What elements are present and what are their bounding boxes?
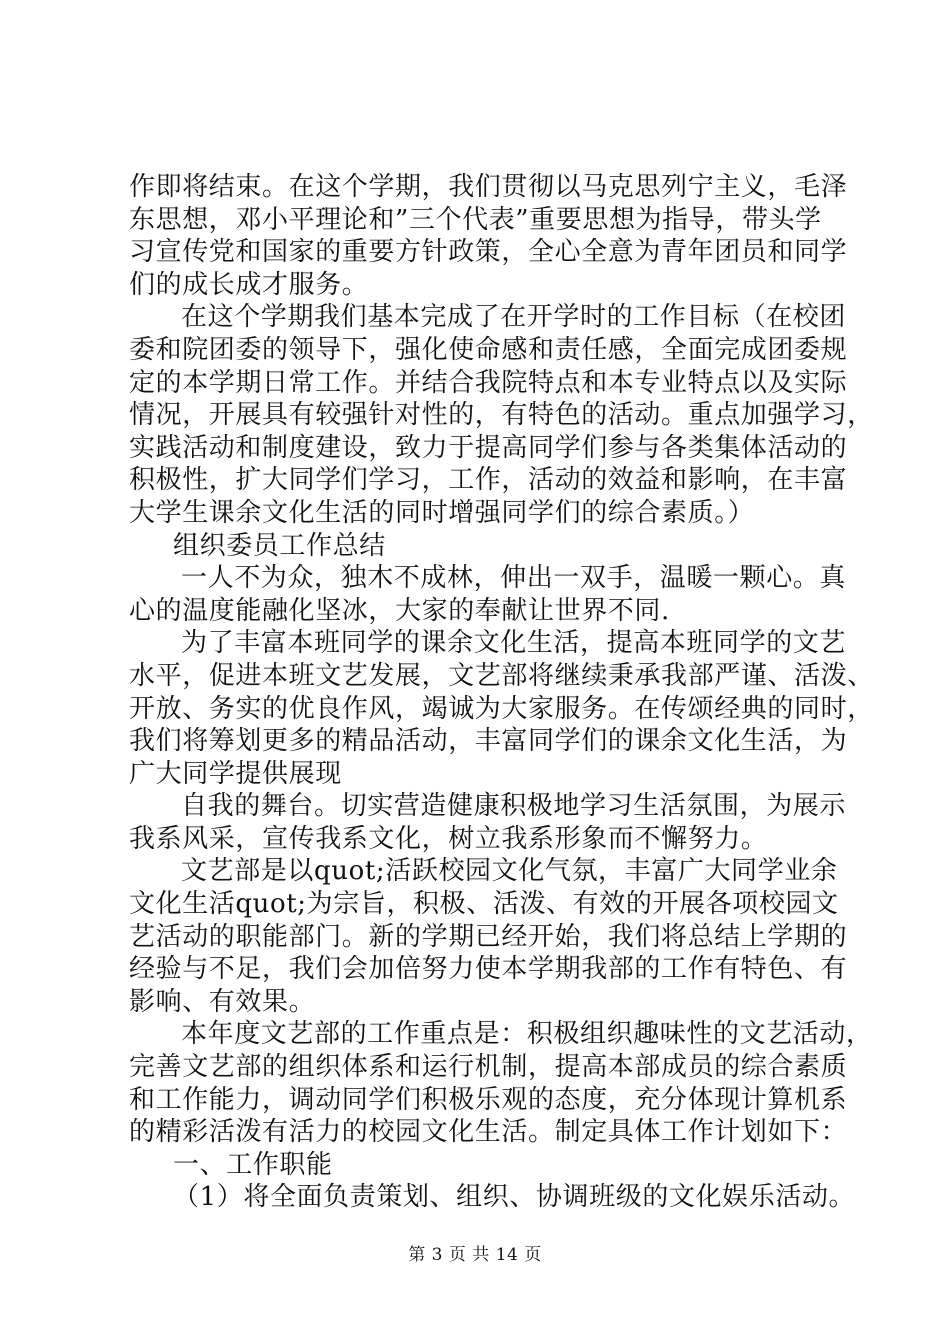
text-line: 积极性，扩大同学们学习，工作，活动的效益和影响，在丰富: [129, 465, 848, 496]
text-line: 作即将结束。在这个学期，我们贯彻以马克思列宁主义，毛泽: [129, 172, 848, 202]
text-line: 委和院团委的领导下，强化使命感和责任感，全面完成团委规: [129, 334, 848, 365]
text-line: （1）将全面负责策划、组织、协调班级的文化娱乐活动。: [173, 1182, 856, 1213]
text-line: 一、工作职能: [173, 1149, 333, 1180]
text-line: 我系风采，宣传我系文化，树立我系形象而不懈努力。: [129, 823, 768, 854]
text-line: 在这个学期我们基本完成了在开学时的工作目标（在校团: [181, 302, 847, 333]
text-line: 的精彩活泼有活力的校园文化生活。制定具体工作计划如下：: [129, 1117, 848, 1148]
text-line: 大学生课余文化生活的同时增强同学们的综合素质。）: [129, 497, 755, 528]
text-line: 习宣传党和国家的重要方针政策，全心全意为青年团员和同学: [129, 237, 848, 268]
text-line: 我们将筹划更多的精品活动，丰富同学们的课余文化生活，为: [129, 726, 848, 757]
text-line: 经验与不足，我们会加倍努力使本学期我部的工作有特色、有: [129, 954, 848, 985]
page-footer: 第 3 页 共 14 页: [408, 1245, 542, 1265]
text-line: 一人不为众，独木不成林，伸出一双手，温暖一颗心。真: [181, 563, 847, 594]
text-line: 和工作能力，调动同学们积极乐观的态度，充分体现计算机系: [129, 1084, 848, 1115]
text-line: 完善文艺部的组织体系和运行机制，提高本部成员的综合素质: [129, 1052, 848, 1083]
text-line: 艺活动的职能部门。新的学期已经开始，我们将总结上学期的: [129, 921, 848, 952]
text-line: 东思想，邓小平理论和”三个代表”重要思想为指导，带头学: [129, 204, 822, 235]
text-line: 定的本学期日常工作。并结合我院特点和本专业特点以及实际: [129, 367, 848, 398]
text-line: 们的成长成才服务。: [129, 269, 369, 300]
text-line: 本年度文艺部的工作重点是：积极组织趣味性的文艺活动，: [181, 1019, 873, 1050]
text-line: 文艺部是以quot;活跃校园文化气氛，丰富广大同学业余: [181, 856, 838, 887]
document-body: [129, 171, 874, 1214]
text-line: 实践活动和制度建设，致力于提高同学们参与各类集体活动的: [129, 432, 848, 463]
text-line: 组织委员工作总结: [173, 530, 386, 561]
text-line: 影响、有效果。: [129, 986, 316, 1017]
text-line: 自我的舞台。切实营造健康积极地学习生活氛围，为展示: [181, 791, 847, 822]
text-line: 开放、务实的优良作风，竭诚为大家服务。在传颂经典的同时，: [129, 693, 874, 724]
text-line: 文化生活quot;为宗旨，积极、活泼、有效的开展各项校园文: [129, 889, 839, 920]
text-line: 情况，开展具有较强针对性的，有特色的活动。重点加强学习，: [129, 400, 874, 431]
text-line: 水平，促进本班文艺发展，文艺部将继续秉承我部严谨、活泼、: [129, 660, 874, 691]
text-line: 为了丰富本班同学的课余文化生活，提高本班同学的文艺: [181, 628, 847, 659]
text-line: 心的温度能融化坚冰，大家的奉献让世界不同.: [129, 595, 670, 626]
text-line: 广大同学提供展现: [129, 758, 342, 789]
